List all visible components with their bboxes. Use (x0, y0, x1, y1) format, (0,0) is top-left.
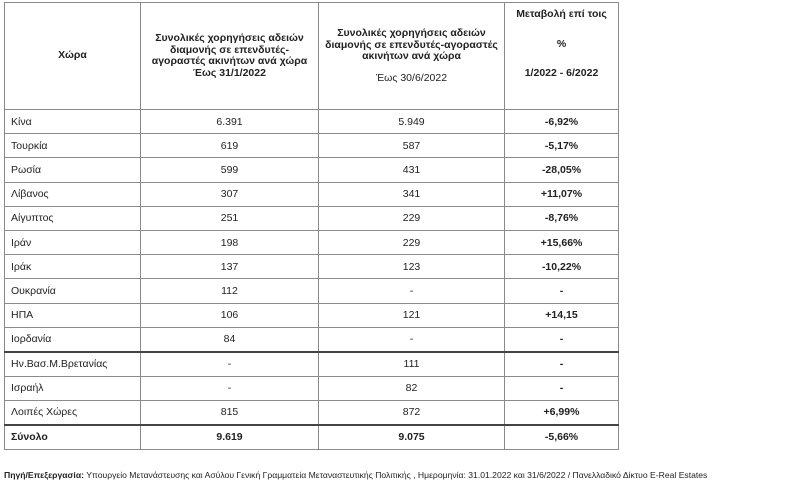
jun-2022-cell: 341 (319, 182, 505, 206)
jan-2022-cell: 112 (141, 279, 319, 303)
jan-2022-cell: 815 (141, 400, 319, 425)
change-cell: - (505, 279, 619, 303)
header-change-title: Μεταβολή επί τοις (516, 8, 607, 20)
total-jan: 9.619 (141, 425, 319, 450)
jan-2022-cell: 137 (141, 255, 319, 279)
jan-2022-cell: 6.391 (141, 110, 319, 134)
change-cell: -6,92% (505, 110, 619, 134)
source-label: Πηγή/Επεξεργασία: (4, 470, 84, 480)
jan-2022-cell: 307 (141, 182, 319, 206)
country-cell: ΗΠΑ (5, 303, 141, 327)
source-note (4, 470, 792, 480)
country-cell: Τουρκία (5, 134, 141, 158)
total-label: Σύνολο (5, 425, 141, 450)
change-cell: -5,17% (505, 134, 619, 158)
jun-2022-cell: - (319, 279, 505, 303)
country-cell: Ιράν (5, 230, 141, 254)
permits-table (4, 2, 619, 450)
country-cell: Ιράκ (5, 255, 141, 279)
total-row (5, 425, 619, 450)
jun-2022-cell: - (319, 327, 505, 352)
jun-2022-cell: 872 (319, 400, 505, 425)
change-cell: -10,22% (505, 255, 619, 279)
country-cell: Κίνα (5, 110, 141, 134)
change-cell: +6,99% (505, 400, 619, 425)
table-row (5, 327, 619, 352)
country-cell: Ην.Βασ.Μ.Βρετανίας (5, 352, 141, 377)
jun-2022-cell: 587 (319, 134, 505, 158)
change-cell: - (505, 376, 619, 400)
change-cell: -8,76% (505, 206, 619, 230)
table-row (5, 206, 619, 230)
jun-2022-cell: 121 (319, 303, 505, 327)
header-change (505, 3, 619, 110)
jan-2022-cell: 619 (141, 134, 319, 158)
header-change-percent: % (556, 37, 567, 50)
total-jun: 9.075 (319, 425, 505, 450)
source-text: Υπουργείο Μετανάστευσης και Ασύλου Γενική Γραμματεία Μεταναστευτικής Πολιτικής , Ημερομηνία: 31.01.2022 και 31/6/2022 / Πανελλαδικό Δίκτυο E-Real Estates (83, 470, 708, 480)
jun-2022-cell: 123 (319, 255, 505, 279)
header-jan-2022-label: Συνολικές χορηγήσεις αδειών διαμονής σε επενδυτές-αγοραστές ακινήτων ανά χώρα Έως 31/1/2022 (151, 32, 308, 79)
jan-2022-cell: 251 (141, 206, 319, 230)
country-cell: Αίγυπτος (5, 206, 141, 230)
change-cell: - (505, 327, 619, 352)
country-cell: Ισραήλ (5, 376, 141, 400)
country-cell: Ρωσία (5, 158, 141, 182)
table-row (5, 182, 619, 206)
table-row (5, 134, 619, 158)
table-body (5, 110, 619, 425)
table-row (5, 158, 619, 182)
jun-2022-cell: 229 (319, 206, 505, 230)
jun-2022-cell: 229 (319, 230, 505, 254)
country-cell: Ουκρανία (5, 279, 141, 303)
jan-2022-cell: 84 (141, 327, 319, 352)
header-jan-2022 (141, 3, 319, 110)
jun-2022-cell: 5.949 (319, 110, 505, 134)
change-cell: +11,07% (505, 182, 619, 206)
header-jun-2022-date: Έως 30/6/2022 (375, 71, 448, 84)
header-country: Χώρα (5, 3, 141, 110)
change-cell: - (505, 352, 619, 377)
jan-2022-cell: - (141, 376, 319, 400)
country-cell: Λίβανος (5, 182, 141, 206)
total-change: -5,66% (505, 425, 619, 450)
change-cell: +15,66% (505, 230, 619, 254)
jan-2022-cell: - (141, 352, 319, 377)
jun-2022-cell: 431 (319, 158, 505, 182)
table-row (5, 303, 619, 327)
country-cell: Λοιπές Χώρες (5, 400, 141, 425)
header-row (5, 3, 619, 110)
jun-2022-cell: 82 (319, 376, 505, 400)
table-row (5, 279, 619, 303)
table-row (5, 400, 619, 425)
change-cell: +14,15 (505, 303, 619, 327)
table-row (5, 230, 619, 254)
table-row (5, 376, 619, 400)
table-row (5, 255, 619, 279)
header-change-period: 1/2022 - 6/2022 (524, 67, 599, 79)
header-jun-2022-label: Συνολικές χορηγήσεις αδειών διαμονής σε επενδυτές-αγοραστές ακινήτων ανά χώρα (325, 27, 498, 62)
change-cell: -28,05% (505, 158, 619, 182)
country-cell: Ιορδανία (5, 327, 141, 352)
table-row (5, 352, 619, 377)
header-jun-2022 (319, 3, 505, 110)
jan-2022-cell: 599 (141, 158, 319, 182)
jun-2022-cell: 111 (319, 352, 505, 377)
table-row (5, 110, 619, 134)
jan-2022-cell: 106 (141, 303, 319, 327)
jan-2022-cell: 198 (141, 230, 319, 254)
